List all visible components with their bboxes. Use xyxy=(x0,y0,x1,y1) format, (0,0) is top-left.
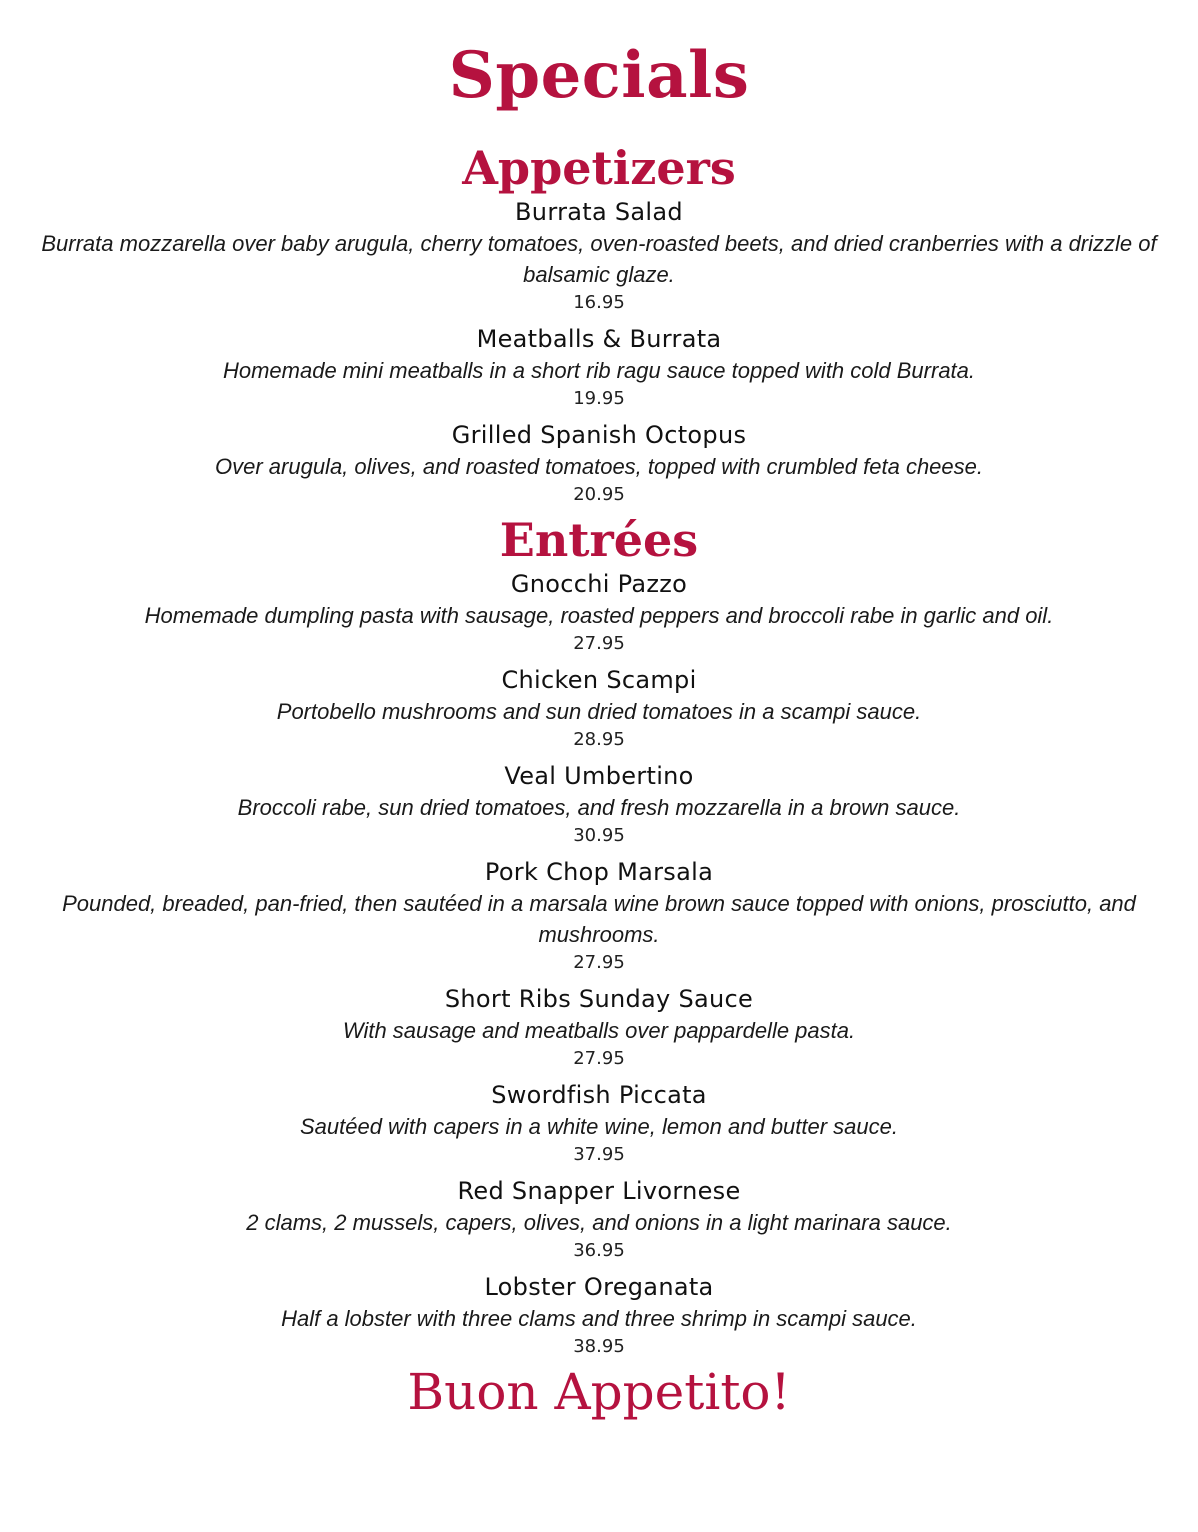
item-price: 19.95 xyxy=(573,388,625,409)
appetizers-list xyxy=(40,196,1158,508)
menu-item xyxy=(40,568,1158,657)
item-name: Gnocchi Pazzo xyxy=(510,570,688,598)
item-name: Grilled Spanish Octopus xyxy=(451,421,747,449)
item-description: Pounded, breaded, pan-fried, then sautéed in a marsala wine brown sauce topped with onions, prosciutto, and mushrooms. xyxy=(62,891,1136,947)
menu-item xyxy=(40,1175,1158,1264)
item-name: Meatballs & Burrata xyxy=(476,325,722,353)
item-price: 16.95 xyxy=(573,292,625,313)
item-description: Burrata mozzarella over baby arugula, cherry tomatoes, oven-roasted beets, and dried cranberries with a drizzle of balsamic glaze. xyxy=(41,231,1157,287)
section-heading-entrees: Entrées xyxy=(499,513,699,567)
entrees-list xyxy=(40,568,1158,1360)
item-description: Homemade mini meatballs in a short rib ragu sauce topped with cold Burrata. xyxy=(222,358,976,383)
closing-message: Buon Appetito! xyxy=(407,1363,791,1421)
menu-item xyxy=(40,856,1158,976)
item-price: 20.95 xyxy=(573,484,625,505)
item-name: Red Snapper Livornese xyxy=(457,1177,741,1205)
menu-item xyxy=(40,760,1158,849)
item-name: Pork Chop Marsala xyxy=(484,858,714,886)
menu-item xyxy=(40,1079,1158,1168)
menu-title: Specials xyxy=(448,38,750,113)
item-price: 27.95 xyxy=(573,952,625,973)
menu-item xyxy=(40,419,1158,508)
item-description: Homemade dumpling pasta with sausage, roasted peppers and broccoli rabe in garlic and oil. xyxy=(144,603,1054,628)
item-name: Chicken Scampi xyxy=(501,666,697,694)
item-description: Half a lobster with three clams and three shrimp in scampi sauce. xyxy=(281,1306,917,1331)
item-description: Over arugula, olives, and roasted tomatoes, topped with crumbled feta cheese. xyxy=(215,454,983,479)
menu-item xyxy=(40,664,1158,753)
item-price: 30.95 xyxy=(573,825,625,846)
item-price: 36.95 xyxy=(573,1240,625,1261)
item-price: 27.95 xyxy=(573,1048,625,1069)
item-price: 38.95 xyxy=(573,1336,625,1357)
item-price: 27.95 xyxy=(573,633,625,654)
item-description: With sausage and meatballs over pappardelle pasta. xyxy=(342,1018,856,1043)
item-name: Short Ribs Sunday Sauce xyxy=(444,985,754,1013)
item-name: Lobster Oreganata xyxy=(484,1273,714,1301)
item-description: Sautéed with capers in a white wine, lemon and butter sauce. xyxy=(299,1114,899,1139)
menu-item xyxy=(40,323,1158,412)
menu-item xyxy=(40,196,1158,316)
item-name: Veal Umbertino xyxy=(504,762,694,790)
item-name: Swordfish Piccata xyxy=(491,1081,707,1109)
item-price: 37.95 xyxy=(573,1144,625,1165)
menu-item xyxy=(40,983,1158,1072)
item-name: Burrata Salad xyxy=(515,198,683,226)
section-heading-appetizers: Appetizers xyxy=(462,141,736,195)
item-description: 2 clams, 2 mussels, capers, olives, and onions in a light marinara sauce. xyxy=(246,1210,952,1235)
item-description: Portobello mushrooms and sun dried tomatoes in a scampi sauce. xyxy=(276,699,922,724)
item-description: Broccoli rabe, sun dried tomatoes, and fresh mozzarella in a brown sauce. xyxy=(237,795,961,820)
item-price: 28.95 xyxy=(573,729,625,750)
menu-item xyxy=(40,1271,1158,1360)
